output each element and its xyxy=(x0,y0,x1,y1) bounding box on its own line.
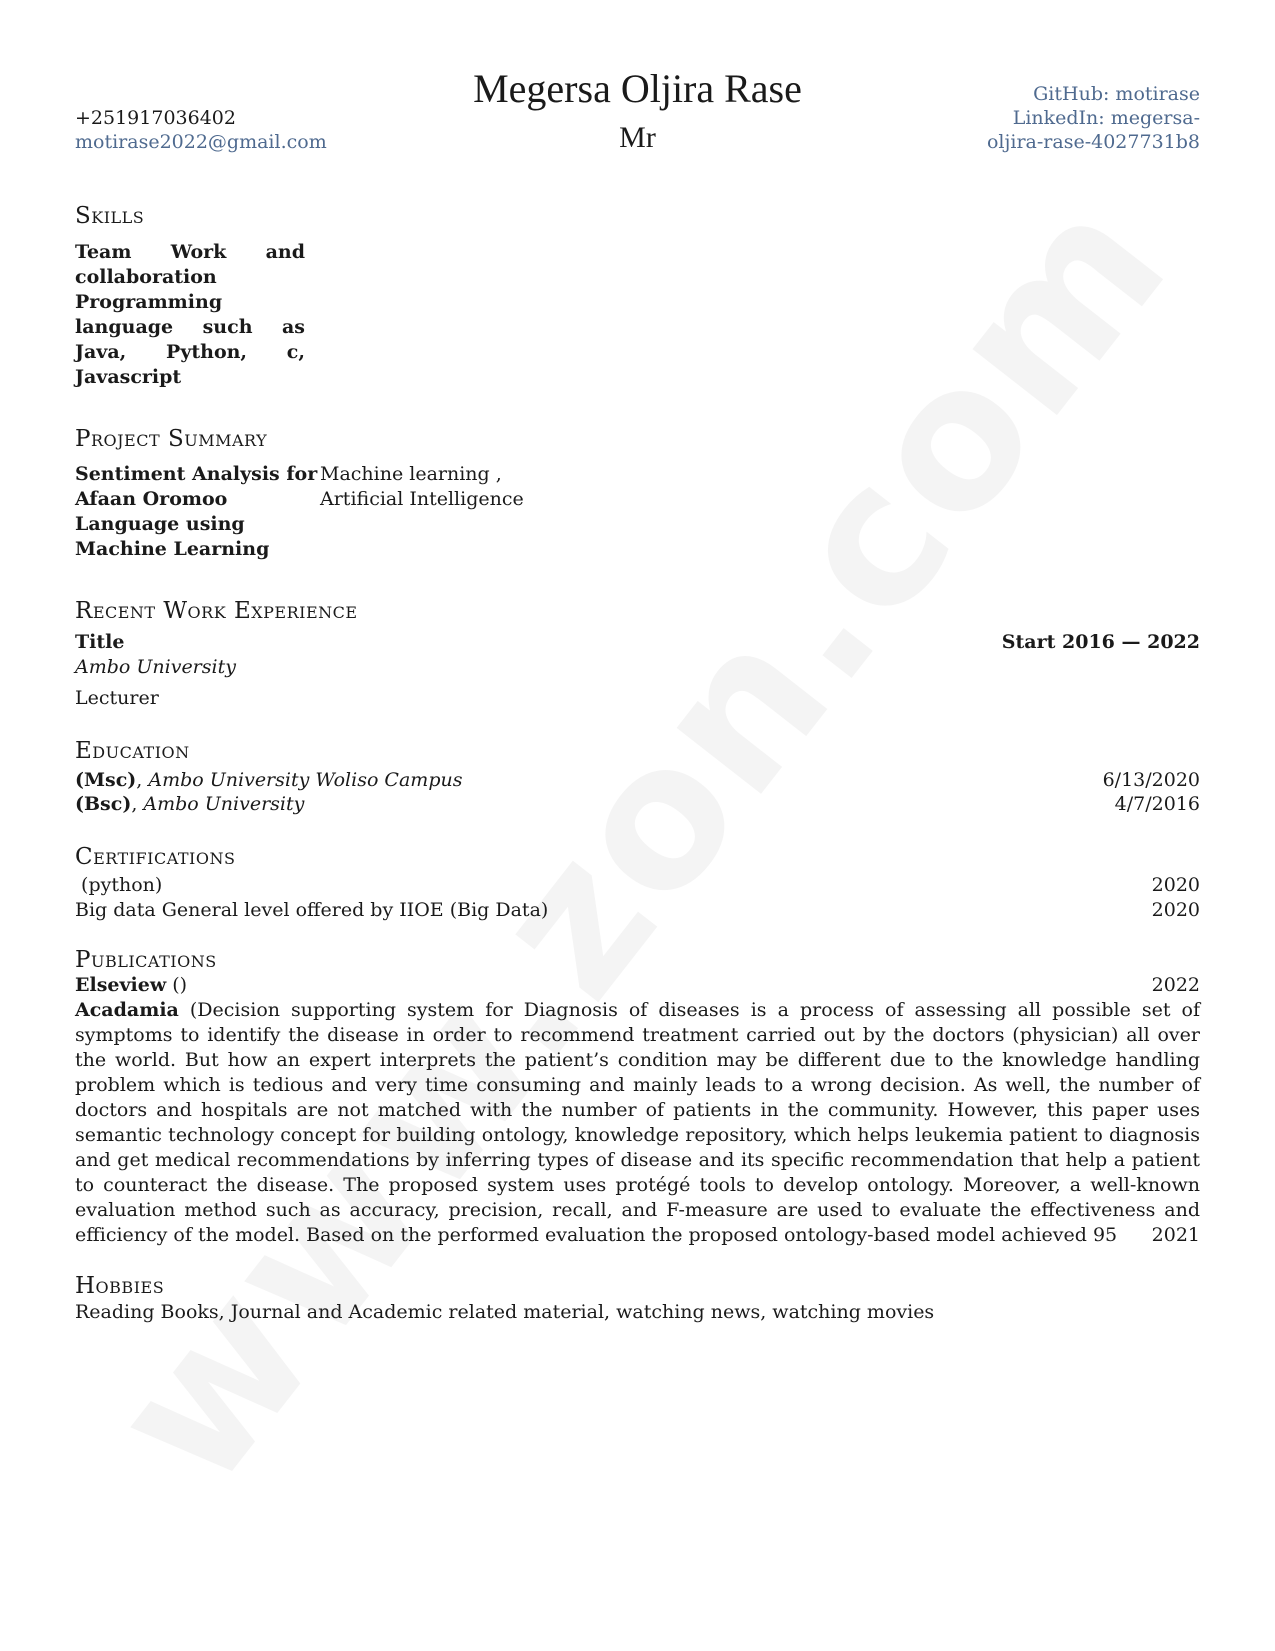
work-role: Lecturer xyxy=(75,687,159,709)
certification-year: 2020 xyxy=(1151,874,1200,896)
education-date: 4/7/2016 xyxy=(1114,793,1200,815)
work-dates: Start 2016 — 2022 xyxy=(1001,631,1200,653)
linkedin-link-part1[interactable]: LinkedIn: megersa- xyxy=(1012,107,1200,129)
education-school: Ambo University xyxy=(143,793,305,815)
work-organization: Ambo University xyxy=(75,656,236,678)
certifications-heading: Certifications xyxy=(75,844,236,870)
certification-name: Big data General level offered by IIOE (Big Data) xyxy=(75,899,549,921)
honorific: Mr xyxy=(619,121,656,154)
publication-title: Elseview xyxy=(75,974,167,996)
education-heading: Education xyxy=(75,738,190,764)
publication-venue: () xyxy=(166,974,188,996)
publications-heading: Publications xyxy=(75,947,217,973)
project-title: Sentiment Analysis for Afaan Oromoo Language using Machine Learning xyxy=(75,463,318,560)
contact-left xyxy=(75,106,327,154)
project-entry xyxy=(75,462,530,562)
education-row: (Msc), Ambo University Woliso Campus 6/13/2020 xyxy=(75,769,1200,791)
work-heading: Recent Work Experience xyxy=(75,598,358,624)
education-degree: (Bsc) xyxy=(75,793,132,815)
candidate-name: Megersa Oljira Rase xyxy=(473,66,802,111)
project-tech: Machine learning , Artificial Intelligence xyxy=(320,463,524,510)
work-title: Title xyxy=(75,631,125,653)
publication-row xyxy=(75,973,1200,998)
education-school: Ambo University Woliso Campus xyxy=(148,769,463,791)
education-degree: (Msc) xyxy=(75,769,137,791)
publication-description: (Decision supporting system for Diagnosis of diseases is a process of assessing all possible set of symptoms to identify the disease in order to recommend treatment carried out by the doctors (physician) all over the world. But how an expert interprets the patient’s condition may be different due to the knowledge handling problem which is tedious and very time consuming and mainly leads to a wrong decision. As well, the number of doctors and hospitals are not matched with the number of patients in the community. However, this paper uses semantic technology concept for building ontology, knowledge repository, which helps leukemia patient to diagnosis and get medical recommendations by inferring types of disease and its specific recommendation that help a patient to counteract the disease. The proposed system uses protégé tools to develop ontology. Moreover, a well-known evaluation method such as accuracy, precision, recall, and F-measure are used to evaluate the effectiveness and efficiency of the model. Based on the performed evaluation the proposed ontology-based model achieved 95 xyxy=(75,999,1200,1246)
publication-year: 2021 xyxy=(1151,1224,1200,1246)
project-summary-heading: Project Summary xyxy=(75,426,268,452)
publication-abstract xyxy=(75,998,1200,1248)
skills-heading: Skills xyxy=(75,203,145,229)
publication-title: Acadamia xyxy=(75,999,179,1021)
hobbies-heading: Hobbies xyxy=(75,1273,165,1299)
certification-year: 2020 xyxy=(1151,899,1200,921)
github-link[interactable]: GitHub: motirase xyxy=(1033,83,1200,105)
skills-list xyxy=(75,240,305,390)
skill-item: Programming language such as Java, Python, c, Javascript xyxy=(75,291,305,388)
linkedin-link-part2[interactable]: oljira-rase-4027731b8 xyxy=(986,131,1200,153)
education-row: (Bsc), Ambo University 4/7/2016 xyxy=(75,793,1200,815)
skill-item: Team Work and collaboration xyxy=(75,241,305,288)
contact-right xyxy=(970,82,1200,154)
certification-name: (python) xyxy=(75,874,163,896)
certification-row xyxy=(75,898,1200,923)
certification-row xyxy=(75,873,1200,898)
email-link[interactable]: motirase2022@gmail.com xyxy=(75,131,327,153)
hobbies-text: Reading Books, Journal and Academic related material, watching news, watching movies xyxy=(75,1301,935,1323)
education-date: 6/13/2020 xyxy=(1102,769,1200,791)
work-title-row xyxy=(75,630,1200,655)
phone-number: +251917036402 xyxy=(75,107,236,129)
publication-year: 2022 xyxy=(1151,974,1200,996)
